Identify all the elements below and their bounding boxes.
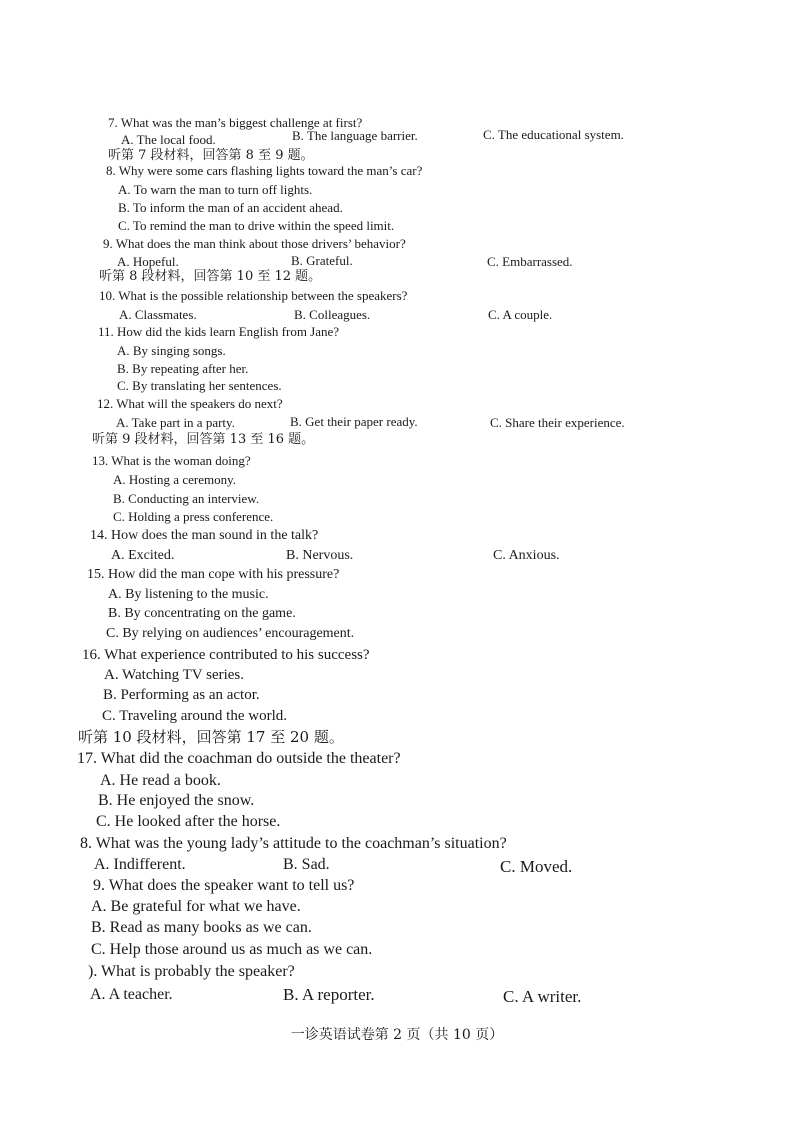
question-text: 16. What experience contributed to his success? bbox=[82, 647, 370, 663]
answer-option: C. A couple. bbox=[488, 307, 553, 322]
section-instruction: 听第 9 段材料，回答第 13 至 16 题。 bbox=[92, 432, 315, 447]
question-text: 17. What did the coachman do outside the theater? bbox=[77, 750, 401, 767]
answer-option: B. Conducting an interview. bbox=[113, 491, 260, 506]
answer-option: B. Performing as an actor. bbox=[103, 687, 260, 703]
answer-option: C. Moved. bbox=[500, 857, 573, 876]
question-text: 14. How does the man sound in the talk? bbox=[90, 528, 319, 543]
answer-option: A. Watching TV series. bbox=[104, 667, 245, 683]
answer-option: B. Sad. bbox=[283, 856, 330, 873]
answer-option: B. Nervous. bbox=[286, 548, 354, 563]
answer-option: C. A writer. bbox=[503, 987, 582, 1006]
answer-option: A. Take part in a party. bbox=[116, 415, 235, 430]
question-text: 8. Why were some cars flashing lights toward the man’s car? bbox=[106, 163, 423, 178]
answer-option: C. Anxious. bbox=[493, 548, 560, 563]
answer-option: C. Share their experience. bbox=[490, 415, 625, 430]
answer-option: B. By repeating after her. bbox=[117, 361, 249, 376]
answer-option: C. He looked after the horse. bbox=[96, 813, 281, 830]
answer-option: B. Colleagues. bbox=[294, 307, 371, 322]
section-instruction: 听第 10 段材料，回答第 17 至 20 题。 bbox=[78, 728, 344, 746]
answer-option: A. Excited. bbox=[111, 548, 175, 563]
question-text: 7. What was the man’s biggest challenge at first? bbox=[108, 115, 363, 130]
question-text: 13. What is the woman doing? bbox=[92, 453, 251, 468]
answer-option: B. By concentrating on the game. bbox=[108, 606, 296, 621]
answer-option: A. Be grateful for what we have. bbox=[91, 898, 301, 915]
answer-option: A. By singing songs. bbox=[117, 343, 226, 358]
answer-option: B. Read as many books as we can. bbox=[91, 919, 312, 936]
answer-option: C. By translating her sentences. bbox=[117, 378, 282, 393]
answer-option: A. He read a book. bbox=[100, 772, 221, 789]
question-text: 8. What was the young lady’s attitude to the coachman’s situation? bbox=[80, 835, 507, 852]
question-text: 12. What will the speakers do next? bbox=[97, 396, 283, 411]
answer-option: A. A teacher. bbox=[90, 986, 173, 1003]
answer-option: A. The local food. bbox=[121, 132, 216, 147]
answer-option: A. Hopeful. bbox=[117, 254, 179, 269]
answer-option: C. Embarrassed. bbox=[487, 254, 573, 269]
answer-option: A. Classmates. bbox=[119, 307, 197, 322]
answer-option: B. The language barrier. bbox=[292, 128, 418, 143]
answer-option: B. He enjoyed the snow. bbox=[98, 792, 255, 809]
section-instruction: 听第 7 段材料，回答第 8 至 9 题。 bbox=[108, 148, 314, 163]
question-text: 9. What does the man think about those drivers’ behavior? bbox=[103, 236, 406, 251]
answer-option: A. To warn the man to turn off lights. bbox=[118, 182, 313, 197]
question-text: 9. What does the speaker want to tell us? bbox=[93, 877, 355, 894]
question-text: 11. How did the kids learn English from Jane? bbox=[98, 324, 340, 339]
question-text: 15. How did the man cope with his pressure? bbox=[87, 567, 340, 582]
answer-option: C. Traveling around the world. bbox=[102, 708, 287, 724]
answer-option: C. Help those around us as much as we can. bbox=[91, 941, 373, 958]
answer-option: C. Holding a press conference. bbox=[113, 509, 274, 524]
answer-option: B. Get their paper ready. bbox=[290, 414, 418, 429]
answer-option: C. The educational system. bbox=[483, 127, 624, 142]
question-text: ). What is probably the speaker? bbox=[88, 963, 295, 980]
answer-option: A. Hosting a ceremony. bbox=[113, 472, 236, 487]
answer-option: B. A reporter. bbox=[283, 985, 375, 1004]
answer-option: C. To remind the man to drive within the speed limit. bbox=[118, 218, 395, 233]
page-footer: 一诊英语试卷第 2 页（共 10 页） bbox=[290, 1027, 504, 1043]
question-text: 10. What is the possible relationship between the speakers? bbox=[99, 288, 408, 303]
answer-option: A. By listening to the music. bbox=[108, 587, 269, 602]
answer-option: B. Grateful. bbox=[291, 253, 353, 268]
answer-option: B. To inform the man of an accident ahead. bbox=[118, 200, 343, 215]
answer-option: C. By relying on audiences’ encouragement. bbox=[106, 626, 355, 641]
answer-option: A. Indifferent. bbox=[94, 856, 186, 873]
section-instruction: 听第 8 段材料，回答第 10 至 12 题。 bbox=[99, 269, 322, 284]
